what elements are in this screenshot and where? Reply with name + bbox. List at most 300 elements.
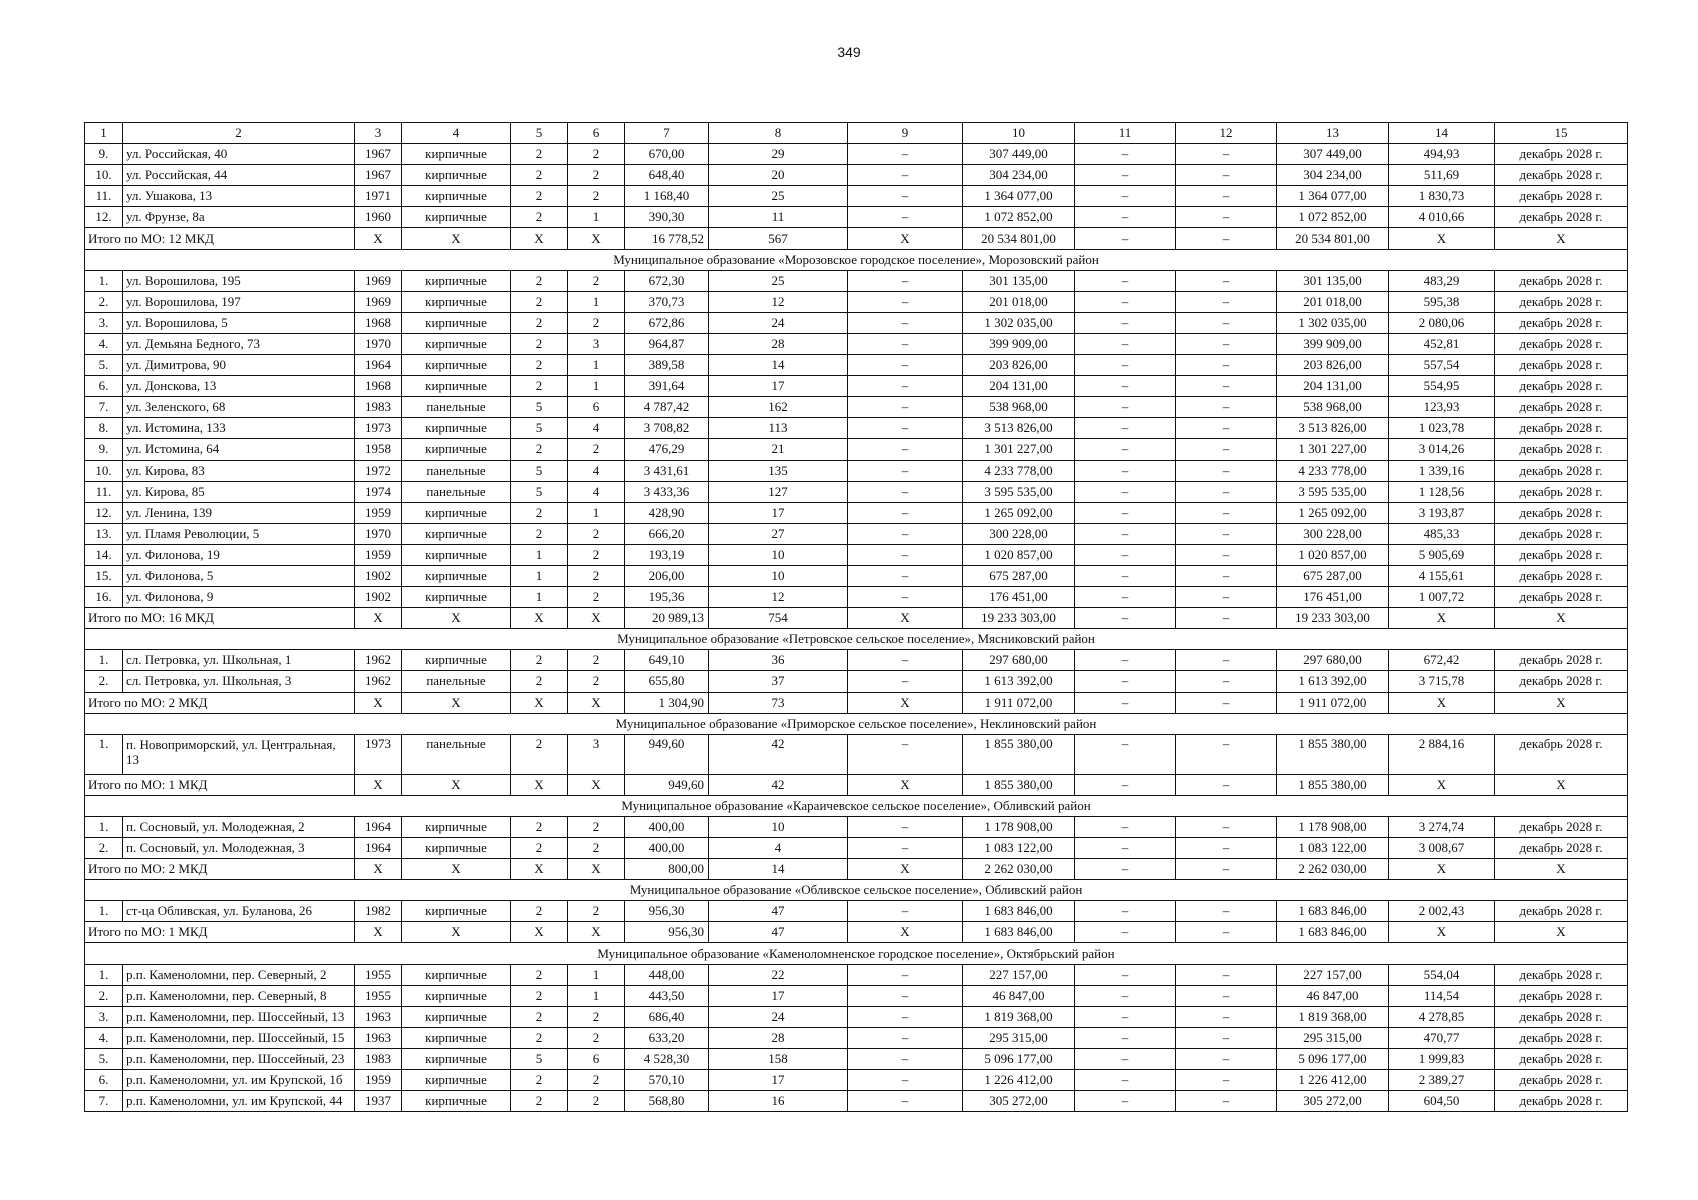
wall-material-cell: кирпичные	[402, 838, 511, 859]
col-9-cell: –	[848, 1091, 963, 1112]
total-row	[85, 228, 1628, 249]
col-11-cell: –	[1075, 165, 1176, 186]
table-row	[85, 523, 1628, 544]
col-11-cell: –	[1075, 460, 1176, 481]
address-cell: ул. Зеленского, 68	[123, 397, 355, 418]
completion-date-cell: декабрь 2028 г.	[1495, 901, 1628, 922]
municipality-header-row	[85, 249, 1628, 270]
column-number-cell: 6	[568, 123, 625, 144]
total-col-12: –	[1176, 859, 1277, 880]
table-row	[85, 1048, 1628, 1069]
entrances-cell: 4	[568, 481, 625, 502]
residents-cell: 12	[709, 587, 848, 608]
year-built-cell: 1964	[355, 816, 402, 837]
cost-per-sqm-cell: 470,77	[1389, 1027, 1495, 1048]
col-9-cell: –	[848, 1048, 963, 1069]
cost-total-cell: 1 302 035,00	[963, 312, 1075, 333]
col-12-cell: –	[1176, 460, 1277, 481]
cost-total-cell: 1 613 392,00	[963, 671, 1075, 692]
total-wall-material: X	[402, 774, 511, 795]
floors-cell: 2	[511, 964, 568, 985]
area-cell: 3 433,36	[625, 481, 709, 502]
cost-per-sqm-cell: 2 389,27	[1389, 1070, 1495, 1091]
total-cost-fund: 1 683 846,00	[1277, 922, 1389, 943]
entrances-cell: 2	[568, 1006, 625, 1027]
column-number-cell: 4	[402, 123, 511, 144]
table-row	[85, 587, 1628, 608]
wall-material-cell: кирпичные	[402, 1006, 511, 1027]
residents-cell: 158	[709, 1048, 848, 1069]
completion-date-cell: декабрь 2028 г.	[1495, 1070, 1628, 1091]
area-cell: 655,80	[625, 671, 709, 692]
row-number-cell: 2.	[85, 985, 123, 1006]
table-row	[85, 1027, 1628, 1048]
completion-date-cell: декабрь 2028 г.	[1495, 502, 1628, 523]
completion-date-cell: декабрь 2028 г.	[1495, 565, 1628, 586]
col-11-cell: –	[1075, 355, 1176, 376]
col-9-cell: –	[848, 985, 963, 1006]
col-9-cell: –	[848, 587, 963, 608]
total-cost-total: 1 683 846,00	[963, 922, 1075, 943]
table-row	[85, 460, 1628, 481]
col-12-cell: –	[1176, 439, 1277, 460]
total-cost-per-sqm: X	[1389, 608, 1495, 629]
col-9-cell: –	[848, 144, 963, 165]
cost-total-cell: 201 018,00	[963, 291, 1075, 312]
wall-material-cell: кирпичные	[402, 312, 511, 333]
cost-per-sqm-cell: 494,93	[1389, 144, 1495, 165]
col-9-cell: –	[848, 901, 963, 922]
total-cost-total: 19 233 303,00	[963, 608, 1075, 629]
table-row	[85, 291, 1628, 312]
cost-total-cell: 176 451,00	[963, 587, 1075, 608]
area-cell: 206,00	[625, 565, 709, 586]
total-area: 1 304,90	[625, 692, 709, 713]
address-cell: ул. Филонова, 9	[123, 587, 355, 608]
address-cell: п. Новоприморский, ул. Центральная, 13	[123, 734, 355, 774]
entrances-cell: 2	[568, 186, 625, 207]
year-built-cell: 1962	[355, 650, 402, 671]
table-row	[85, 312, 1628, 333]
residents-cell: 16	[709, 1091, 848, 1112]
table-row	[85, 186, 1628, 207]
entrances-cell: 6	[568, 397, 625, 418]
row-number-cell: 1.	[85, 734, 123, 774]
residents-cell: 28	[709, 1027, 848, 1048]
cost-fund-cell: 675 287,00	[1277, 565, 1389, 586]
entrances-cell: 1	[568, 964, 625, 985]
col-12-cell: –	[1176, 544, 1277, 565]
residents-cell: 10	[709, 544, 848, 565]
wall-material-cell: кирпичные	[402, 502, 511, 523]
total-col-12: –	[1176, 608, 1277, 629]
table-row	[85, 439, 1628, 460]
entrances-cell: 2	[568, 165, 625, 186]
column-number-cell: 2	[123, 123, 355, 144]
cost-fund-cell: 307 449,00	[1277, 144, 1389, 165]
year-built-cell: 1967	[355, 144, 402, 165]
wall-material-cell: кирпичные	[402, 901, 511, 922]
cost-fund-cell: 204 131,00	[1277, 376, 1389, 397]
table-row	[85, 734, 1628, 774]
column-number-cell: 11	[1075, 123, 1176, 144]
total-label: Итого по МО: 1 МКД	[85, 774, 355, 795]
cost-fund-cell: 1 819 368,00	[1277, 1006, 1389, 1027]
year-built-cell: 1902	[355, 565, 402, 586]
total-year-built: X	[355, 692, 402, 713]
table-row	[85, 418, 1628, 439]
col-9-cell: –	[848, 838, 963, 859]
table-row	[85, 1091, 1628, 1112]
table-row	[85, 816, 1628, 837]
cost-fund-cell: 3 513 826,00	[1277, 418, 1389, 439]
year-built-cell: 1973	[355, 418, 402, 439]
year-built-cell: 1902	[355, 587, 402, 608]
column-number-cell: 5	[511, 123, 568, 144]
completion-date-cell: декабрь 2028 г.	[1495, 312, 1628, 333]
total-entrances: X	[568, 774, 625, 795]
total-completion-date: X	[1495, 922, 1628, 943]
residents-cell: 10	[709, 816, 848, 837]
col-11-cell: –	[1075, 291, 1176, 312]
row-number-cell: 10.	[85, 165, 123, 186]
total-col-9: X	[848, 922, 963, 943]
cost-total-cell: 305 272,00	[963, 1091, 1075, 1112]
area-cell: 3 708,82	[625, 418, 709, 439]
col-12-cell: –	[1176, 1070, 1277, 1091]
residents-cell: 135	[709, 460, 848, 481]
total-area: 949,60	[625, 774, 709, 795]
col-12-cell: –	[1176, 333, 1277, 354]
table-row	[85, 964, 1628, 985]
col-12-cell: –	[1176, 523, 1277, 544]
address-cell: р.п. Каменоломни, ул. им Крупской, 1б	[123, 1070, 355, 1091]
total-cost-fund: 19 233 303,00	[1277, 608, 1389, 629]
total-completion-date: X	[1495, 228, 1628, 249]
col-12-cell: –	[1176, 186, 1277, 207]
wall-material-cell: кирпичные	[402, 523, 511, 544]
completion-date-cell: декабрь 2028 г.	[1495, 985, 1628, 1006]
col-9-cell: –	[848, 1027, 963, 1048]
total-row	[85, 608, 1628, 629]
municipality-title: Муниципальное образование «Караичевское сельское поселение», Обливский район	[85, 795, 1628, 816]
area-cell: 4 528,30	[625, 1048, 709, 1069]
total-cost-per-sqm: X	[1389, 859, 1495, 880]
total-completion-date: X	[1495, 692, 1628, 713]
cost-per-sqm-cell: 595,38	[1389, 291, 1495, 312]
residents-cell: 22	[709, 964, 848, 985]
table-row	[85, 333, 1628, 354]
completion-date-cell: декабрь 2028 г.	[1495, 544, 1628, 565]
total-col-9: X	[848, 774, 963, 795]
cost-fund-cell: 295 315,00	[1277, 1027, 1389, 1048]
column-number-cell: 3	[355, 123, 402, 144]
area-cell: 686,40	[625, 1006, 709, 1027]
entrances-cell: 2	[568, 816, 625, 837]
total-cost-total: 1 911 072,00	[963, 692, 1075, 713]
cost-total-cell: 1 301 227,00	[963, 439, 1075, 460]
table-row	[85, 165, 1628, 186]
floors-cell: 2	[511, 312, 568, 333]
col-12-cell: –	[1176, 838, 1277, 859]
cost-total-cell: 295 315,00	[963, 1027, 1075, 1048]
total-col-11: –	[1075, 859, 1176, 880]
municipality-header-row	[85, 880, 1628, 901]
area-cell: 400,00	[625, 838, 709, 859]
wall-material-cell: панельные	[402, 671, 511, 692]
col-12-cell: –	[1176, 1091, 1277, 1112]
area-cell: 568,80	[625, 1091, 709, 1112]
col-12-cell: –	[1176, 587, 1277, 608]
entrances-cell: 2	[568, 565, 625, 586]
row-number-cell: 3.	[85, 1006, 123, 1027]
area-cell: 400,00	[625, 816, 709, 837]
floors-cell: 2	[511, 376, 568, 397]
municipality-title: Муниципальное образование «Обливское сельское поселение», Обливский район	[85, 880, 1628, 901]
cost-fund-cell: 1 855 380,00	[1277, 734, 1389, 774]
total-year-built: X	[355, 608, 402, 629]
completion-date-cell: декабрь 2028 г.	[1495, 144, 1628, 165]
completion-date-cell: декабрь 2028 г.	[1495, 355, 1628, 376]
residents-cell: 12	[709, 291, 848, 312]
table-row	[85, 207, 1628, 228]
table-row	[85, 502, 1628, 523]
residents-cell: 113	[709, 418, 848, 439]
table-row	[85, 650, 1628, 671]
wall-material-cell: кирпичные	[402, 1091, 511, 1112]
year-built-cell: 1968	[355, 376, 402, 397]
table-row	[85, 838, 1628, 859]
cost-fund-cell: 5 096 177,00	[1277, 1048, 1389, 1069]
municipality-title: Муниципальное образование «Морозовское городское поселение», Морозовский район	[85, 249, 1628, 270]
floors-cell: 2	[511, 901, 568, 922]
residents-cell: 36	[709, 650, 848, 671]
completion-date-cell: декабрь 2028 г.	[1495, 964, 1628, 985]
completion-date-cell: декабрь 2028 г.	[1495, 207, 1628, 228]
total-entrances: X	[568, 859, 625, 880]
cost-fund-cell: 1 302 035,00	[1277, 312, 1389, 333]
cost-total-cell: 307 449,00	[963, 144, 1075, 165]
area-cell: 443,50	[625, 985, 709, 1006]
wall-material-cell: панельные	[402, 460, 511, 481]
municipality-title: Муниципальное образование «Каменоломненское городское поселение», Октябрьский район	[85, 943, 1628, 964]
total-entrances: X	[568, 922, 625, 943]
column-number-cell: 13	[1277, 123, 1389, 144]
total-year-built: X	[355, 228, 402, 249]
col-12-cell: –	[1176, 376, 1277, 397]
col-11-cell: –	[1075, 397, 1176, 418]
address-cell: р.п. Каменоломни, пер. Северный, 2	[123, 964, 355, 985]
col-12-cell: –	[1176, 671, 1277, 692]
total-floors: X	[511, 922, 568, 943]
cost-fund-cell: 176 451,00	[1277, 587, 1389, 608]
entrances-cell: 2	[568, 270, 625, 291]
year-built-cell: 1973	[355, 734, 402, 774]
wall-material-cell: кирпичные	[402, 418, 511, 439]
col-9-cell: –	[848, 671, 963, 692]
cost-per-sqm-cell: 4 278,85	[1389, 1006, 1495, 1027]
cost-total-cell: 1 083 122,00	[963, 838, 1075, 859]
year-built-cell: 1972	[355, 460, 402, 481]
floors-cell: 2	[511, 1006, 568, 1027]
floors-cell: 2	[511, 650, 568, 671]
total-floors: X	[511, 859, 568, 880]
floors-cell: 2	[511, 502, 568, 523]
table-row	[85, 985, 1628, 1006]
total-row	[85, 922, 1628, 943]
residents-cell: 37	[709, 671, 848, 692]
cost-fund-cell: 300 228,00	[1277, 523, 1389, 544]
year-built-cell: 1967	[355, 165, 402, 186]
total-wall-material: X	[402, 859, 511, 880]
row-number-cell: 1.	[85, 816, 123, 837]
year-built-cell: 1959	[355, 502, 402, 523]
column-number-cell: 1	[85, 123, 123, 144]
cost-total-cell: 675 287,00	[963, 565, 1075, 586]
address-cell: ул. Истомина, 133	[123, 418, 355, 439]
entrances-cell: 2	[568, 439, 625, 460]
row-number-cell: 16.	[85, 587, 123, 608]
row-number-cell: 3.	[85, 312, 123, 333]
area-cell: 391,64	[625, 376, 709, 397]
area-cell: 3 431,61	[625, 460, 709, 481]
row-number-cell: 12.	[85, 502, 123, 523]
cost-fund-cell: 1 613 392,00	[1277, 671, 1389, 692]
col-12-cell: –	[1176, 1006, 1277, 1027]
address-cell: ул. Ворошилова, 197	[123, 291, 355, 312]
col-11-cell: –	[1075, 312, 1176, 333]
col-11-cell: –	[1075, 481, 1176, 502]
col-9-cell: –	[848, 964, 963, 985]
row-number-cell: 13.	[85, 523, 123, 544]
cost-per-sqm-cell: 452,81	[1389, 333, 1495, 354]
wall-material-cell: кирпичные	[402, 1048, 511, 1069]
row-number-cell: 14.	[85, 544, 123, 565]
cost-total-cell: 1 683 846,00	[963, 901, 1075, 922]
address-cell: ул. Ушакова, 13	[123, 186, 355, 207]
area-cell: 949,60	[625, 734, 709, 774]
col-12-cell: –	[1176, 165, 1277, 186]
total-wall-material: X	[402, 228, 511, 249]
residents-cell: 4	[709, 838, 848, 859]
col-12-cell: –	[1176, 502, 1277, 523]
col-9-cell: –	[848, 1070, 963, 1091]
area-cell: 672,30	[625, 270, 709, 291]
residents-cell: 17	[709, 1070, 848, 1091]
address-cell: р.п. Каменоломни, пер. Шоссейный, 23	[123, 1048, 355, 1069]
cost-total-cell: 1 020 857,00	[963, 544, 1075, 565]
cost-total-cell: 46 847,00	[963, 985, 1075, 1006]
cost-per-sqm-cell: 3 014,26	[1389, 439, 1495, 460]
residents-cell: 17	[709, 376, 848, 397]
col-9-cell: –	[848, 397, 963, 418]
cost-per-sqm-cell: 2 884,16	[1389, 734, 1495, 774]
completion-date-cell: декабрь 2028 г.	[1495, 270, 1628, 291]
year-built-cell: 1960	[355, 207, 402, 228]
floors-cell: 2	[511, 144, 568, 165]
cost-total-cell: 1 178 908,00	[963, 816, 1075, 837]
floors-cell: 2	[511, 838, 568, 859]
col-12-cell: –	[1176, 1048, 1277, 1069]
cost-fund-cell: 301 135,00	[1277, 270, 1389, 291]
total-cost-per-sqm: X	[1389, 692, 1495, 713]
cost-fund-cell: 399 909,00	[1277, 333, 1389, 354]
row-number-cell: 6.	[85, 376, 123, 397]
entrances-cell: 1	[568, 376, 625, 397]
residents-cell: 17	[709, 985, 848, 1006]
total-cost-per-sqm: X	[1389, 774, 1495, 795]
cost-per-sqm-cell: 1 830,73	[1389, 186, 1495, 207]
wall-material-cell: кирпичные	[402, 650, 511, 671]
residents-cell: 20	[709, 165, 848, 186]
floors-cell: 2	[511, 734, 568, 774]
col-11-cell: –	[1075, 901, 1176, 922]
year-built-cell: 1970	[355, 333, 402, 354]
floors-cell: 2	[511, 291, 568, 312]
cost-per-sqm-cell: 604,50	[1389, 1091, 1495, 1112]
cost-per-sqm-cell: 4 010,66	[1389, 207, 1495, 228]
floors-cell: 2	[511, 439, 568, 460]
area-cell: 956,30	[625, 901, 709, 922]
table-body	[85, 144, 1628, 1112]
floors-cell: 2	[511, 270, 568, 291]
total-residents: 567	[709, 228, 848, 249]
table-row	[85, 565, 1628, 586]
wall-material-cell: кирпичные	[402, 376, 511, 397]
total-residents: 73	[709, 692, 848, 713]
cost-fund-cell: 297 680,00	[1277, 650, 1389, 671]
total-year-built: X	[355, 922, 402, 943]
row-number-cell: 12.	[85, 207, 123, 228]
cost-per-sqm-cell: 554,04	[1389, 964, 1495, 985]
cost-per-sqm-cell: 114,54	[1389, 985, 1495, 1006]
total-year-built: X	[355, 774, 402, 795]
cost-per-sqm-cell: 2 080,06	[1389, 312, 1495, 333]
cost-fund-cell: 3 595 535,00	[1277, 481, 1389, 502]
floors-cell: 2	[511, 186, 568, 207]
wall-material-cell: панельные	[402, 481, 511, 502]
total-col-9: X	[848, 608, 963, 629]
completion-date-cell: декабрь 2028 г.	[1495, 650, 1628, 671]
col-9-cell: –	[848, 481, 963, 502]
total-residents: 47	[709, 922, 848, 943]
address-cell: сл. Петровка, ул. Школьная, 3	[123, 671, 355, 692]
entrances-cell: 6	[568, 1048, 625, 1069]
entrances-cell: 2	[568, 671, 625, 692]
col-9-cell: –	[848, 1006, 963, 1027]
row-number-cell: 9.	[85, 439, 123, 460]
cost-per-sqm-cell: 5 905,69	[1389, 544, 1495, 565]
total-label: Итого по МО: 2 МКД	[85, 859, 355, 880]
address-cell: ул. Филонова, 19	[123, 544, 355, 565]
area-cell: 389,58	[625, 355, 709, 376]
residents-cell: 10	[709, 565, 848, 586]
address-cell: ул. Фрунзе, 8а	[123, 207, 355, 228]
cost-per-sqm-cell: 3 008,67	[1389, 838, 1495, 859]
col-12-cell: –	[1176, 1027, 1277, 1048]
total-cost-fund: 20 534 801,00	[1277, 228, 1389, 249]
address-cell: ул. Филонова, 5	[123, 565, 355, 586]
residents-cell: 25	[709, 270, 848, 291]
cost-per-sqm-cell: 1 339,16	[1389, 460, 1495, 481]
residents-cell: 24	[709, 1006, 848, 1027]
wall-material-cell: кирпичные	[402, 355, 511, 376]
column-number-cell: 9	[848, 123, 963, 144]
wall-material-cell: кирпичные	[402, 565, 511, 586]
entrances-cell: 2	[568, 838, 625, 859]
floors-cell: 2	[511, 985, 568, 1006]
col-11-cell: –	[1075, 270, 1176, 291]
